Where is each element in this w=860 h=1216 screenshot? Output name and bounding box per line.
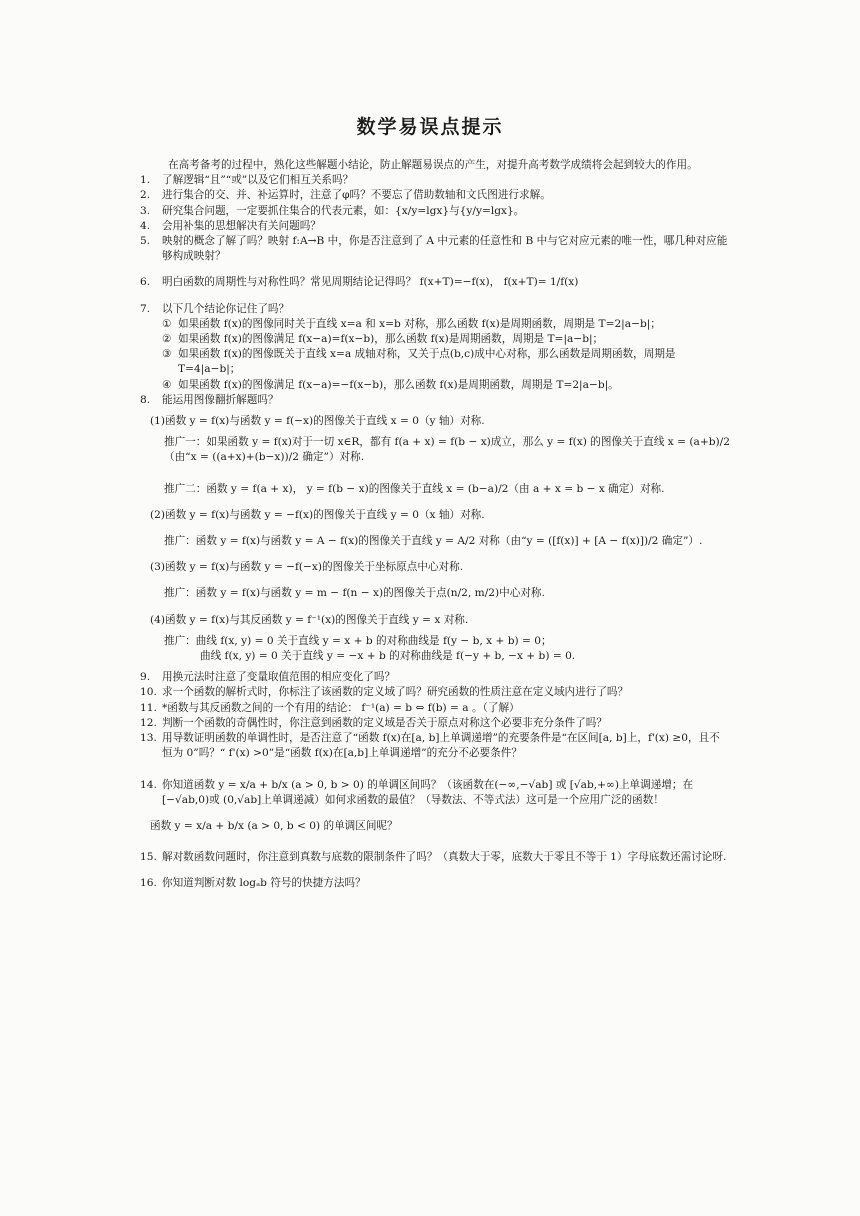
item-number: 5. xyxy=(140,235,151,248)
item-number: 8. xyxy=(140,393,151,406)
document-body xyxy=(140,158,730,892)
list-item xyxy=(140,302,730,317)
sub-item-marker: ② xyxy=(162,333,172,346)
generalization-6: 曲线 f(x, y) = 0 关于直线 y = −x + b 的对称曲线是 f(−y + b, −x + b) = 0. xyxy=(200,650,576,663)
item-text: 了解逻辑“且”“或”以及它们相互关系吗？ xyxy=(162,174,354,187)
sub-item xyxy=(162,347,730,377)
list-item xyxy=(140,275,730,290)
item-number: 4. xyxy=(140,219,151,232)
reflection-rule-1: (1)函数 y = f(x)与函数 y = f(−x)的图像关于直线 x = 0（y 轴）对称. xyxy=(150,415,485,428)
item-text: *函数与其反函数之间的一个有用的结论： f⁻¹(a) = b ⇔ f(b) = a 。（了解） xyxy=(162,701,520,714)
item-text: 会用补集的思想解决有关问题吗？ xyxy=(162,219,321,232)
sub-item xyxy=(162,332,730,347)
list-item xyxy=(140,685,730,700)
item-number: 14. xyxy=(140,778,157,791)
generalization-3: 推广：函数 y = f(x)与函数 y = A − f(x)的图像关于直线 y = A/2 对称（由“y = ([f(x)] + [A − f(x)])/2 确定”）. xyxy=(164,535,703,548)
item-text: 用换元法时注意了变量取值范围的相应变化了吗？ xyxy=(162,671,396,684)
item-text: 进行集合的交、并、补运算时，注意了φ吗？不要忘了借助数轴和文氏图进行求解。 xyxy=(162,189,551,202)
list-item xyxy=(140,850,730,865)
page-title: 数学易误点提示 xyxy=(356,116,504,138)
list-item xyxy=(140,716,730,731)
item-text: 你知道判断对数 logₐb 符号的快捷方法吗？ xyxy=(162,877,366,890)
item-number: 2. xyxy=(140,189,151,202)
item-text: 你知道函数 y = x/a + b/x (a > 0, b > 0) 的单调区间吗？（该函数在(−∞,−√ab] 或 [√ab,+∞)上单调递增；在[−√ab,0)或 (0,√ab]上单调递减）如何求函数的最值？（导数法、不等式法）这可是一个应用广泛的函数！ xyxy=(162,778,694,806)
list-item xyxy=(140,219,730,234)
item-number: 3. xyxy=(140,204,151,217)
reflection-rule-4: (4)函数 y = f(x)与其反函数 y = f⁻¹(x)的图像关于直线 y = x 对称. xyxy=(150,613,469,626)
list-item xyxy=(140,204,730,219)
item-text: 研究集合问题，一定要抓住集合的代表元素，如：{x/y=lgx}与{y/y=lgx}。 xyxy=(162,204,525,217)
item-number: 6. xyxy=(140,276,151,289)
list-item xyxy=(140,173,730,188)
item-number: 7. xyxy=(140,302,151,315)
item-text: 映射的概念了解了吗？映射 f:A→B 中，你是否注意到了 A 中元素的任意性和 B 中与它对应元素的唯一性，哪几种对应能够构成映射？ xyxy=(162,235,728,263)
item-text: 以下几个结论你记住了吗？ xyxy=(162,302,290,315)
sub-item-marker: ① xyxy=(162,317,172,330)
item-text: 用导数证明函数的单调性时，是否注意了“函数 f(x)在[a, b]上单调递增”的充要条件是“在区间[a, b]上，f'(x) ≥0，且不恒为 0”吗？“ f'(x) >0”是“函数 f(x)在[a,b]上单调递增”的充分不必要条件？ xyxy=(162,732,720,760)
list-item xyxy=(140,188,730,203)
sub-item-text: 如果函数 f(x)的图像既关于直线 x=a 成轴对称，又关于点(b,c)成中心对称，那么函数是周期函数，周期是 T=4|a−b|； xyxy=(178,348,676,376)
generalization-2: 推广二：函数 y = f(a + x)， y = f(b − x)的图像关于直线 x = (b−a)/2（由 a + x = b − x 确定）对称. xyxy=(164,482,665,495)
sub-item-text: 如果函数 f(x)的图像满足 f(x−a)=−f(x−b)，那么函数 f(x)是周期函数，周期是 T=2|a−b|。 xyxy=(178,378,619,391)
sub-item xyxy=(162,317,730,332)
item-14-followup: 函数 y = x/a + b/x (a > 0, b < 0) 的单调区间呢？ xyxy=(150,819,398,832)
item-number: 15. xyxy=(140,851,157,864)
generalization-5: 推广：曲线 f(x, y) = 0 关于直线 y = x + b 的对称曲线是 f(y − b, x + b) = 0； xyxy=(164,634,552,647)
list-item xyxy=(140,670,730,685)
sub-item xyxy=(162,378,730,393)
item-text: 判断一个函数的奇偶性时，你注意到函数的定义域是否关于原点对称这个必要非充分条件了吗？ xyxy=(162,716,607,729)
item-text: 解对数函数问题时，你注意到真数与底数的限制条件了吗？（真数大于零，底数大于零且不等于 1）字母底数还需讨论呀. xyxy=(162,851,727,864)
list-item xyxy=(140,701,730,716)
sub-item-text: 如果函数 f(x)的图像满足 f(x−a)=f(x−b)，那么函数 f(x)是周期函数，周期是 T=|a−b|； xyxy=(178,333,604,346)
sub-item-marker: ③ xyxy=(162,348,172,361)
reflection-rule-2: (2)函数 y = f(x)与函数 y = −f(x)的图像关于直线 y = 0（x 轴）对称. xyxy=(150,508,485,521)
list-item xyxy=(140,778,730,808)
item-number: 12. xyxy=(140,716,157,729)
item-number: 16. xyxy=(140,877,157,890)
sub-item-marker: ④ xyxy=(162,378,172,391)
sub-item-text: 如果函数 f(x)的图像同时关于直线 x=a 和 x=b 对称，那么函数 f(x)是周期函数，周期是 T=2|a−b|； xyxy=(178,317,661,330)
list-item xyxy=(140,393,730,408)
list-item xyxy=(140,234,730,264)
generalization-1: 推广一：如果函数 y = f(x)对于一切 x∈R，都有 f(a + x) = f(b − x)成立，那么 y = f(x) 的图像关于直线 x = (a+b)/2（由“x = ((a+x)+(b−x))/2 确定”）对称. xyxy=(164,436,730,464)
item-number: 11. xyxy=(140,701,157,714)
item-text: 求一个函数的解析式时，你标注了该函数的定义域了吗？研究函数的性质注意在定义域内进行了吗？ xyxy=(162,686,629,699)
intro-paragraph: 在高考备考的过程中，熟化这些解题小结论，防止解题易误点的产生，对提升高考数学成绩将会起到较大的作用。 xyxy=(168,159,698,171)
item-number: 10. xyxy=(140,686,157,699)
item-number: 1. xyxy=(140,174,151,187)
item-text: 明白函数的周期性与对称性吗？常见周期结论记得吗？ f(x+T)=−f(x)， f(x+T)= 1/f(x) xyxy=(162,276,579,289)
reflection-rule-3: (3)函数 y = f(x)与函数 y = −f(−x)的图像关于坐标原点中心对称. xyxy=(150,561,464,574)
item-number: 13. xyxy=(140,732,157,745)
item-text: 能运用图像翻折解题吗？ xyxy=(162,393,279,406)
list-item xyxy=(140,731,730,761)
generalization-4: 推广：函数 y = f(x)与函数 y = m − f(n − x)的图像关于点(n/2, m/2)中心对称. xyxy=(164,587,545,600)
list-item xyxy=(140,876,730,891)
item-number: 9. xyxy=(140,671,151,684)
